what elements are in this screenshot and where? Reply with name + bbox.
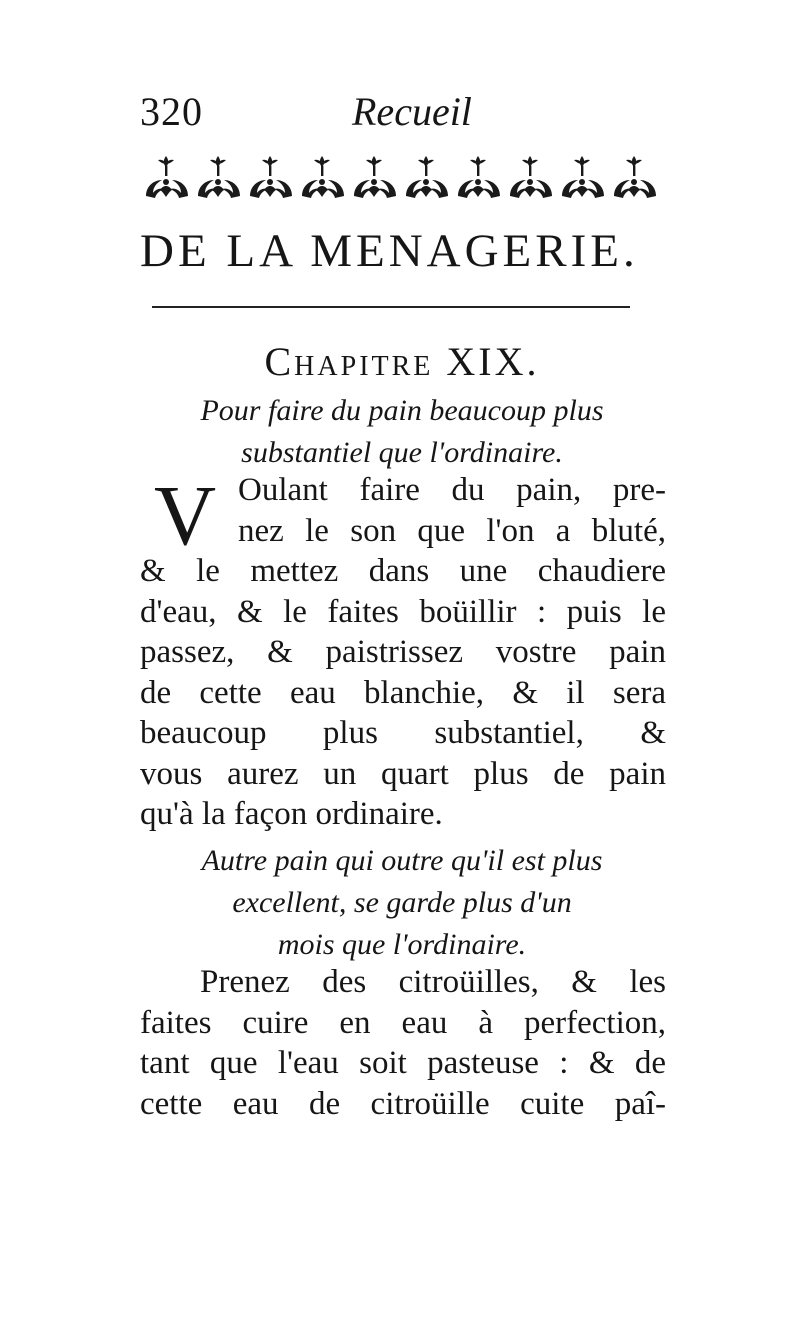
fleuron-icon [614, 156, 656, 198]
body-line: Prenez des citroüilles, & les [200, 964, 666, 1000]
divider-rule [152, 306, 630, 308]
body-line: Oulant faire du pain, pre- [238, 472, 666, 508]
chapter-label: Chapitre [264, 339, 434, 384]
body-line: & le mettez dans une chaudiere [140, 553, 666, 589]
body-line: d'eau, & le faites boüillir : puis le [140, 593, 666, 630]
body-line: vous aurez un quart plus de pain [140, 755, 666, 792]
chapter-heading [140, 338, 664, 385]
chapter-number: XIX. [446, 339, 540, 384]
fleuron-icon [406, 156, 448, 198]
body-line: faites cuire en eau à perfection, [140, 1004, 666, 1041]
body-line: nez le son que l'on a bluté, [238, 512, 666, 549]
fleuron-icon [458, 156, 500, 198]
drop-cap: V [154, 467, 217, 563]
body-line: qu'à la façon ordinaire. [140, 796, 443, 832]
floral-band-ornament-icon [140, 152, 664, 204]
recipe-body [140, 467, 666, 835]
fleuron-icon [302, 156, 344, 198]
recipe-title-line: Autre pain qui outre qu'il est plus [201, 844, 603, 877]
section-title: DE LA MENAGERIE. [140, 225, 639, 277]
running-head [140, 88, 660, 148]
fleuron-icon [146, 156, 188, 198]
body-line: de cette eau blanchie, & il sera [140, 674, 666, 711]
body-line: tant que l'eau soit pasteuse : & de [140, 1045, 666, 1081]
fleuron-icon [250, 156, 292, 198]
recipe-title-line: substantiel que l'ordinaire. [241, 436, 563, 469]
recipe-title-line: Pour faire du pain beaucoup plus [200, 394, 604, 427]
body-line: passez, & paistrissez vostre pain [140, 634, 666, 670]
fleuron-icon [510, 156, 552, 198]
running-title: Recueil [352, 89, 472, 134]
page-number: 320 [140, 89, 203, 134]
recipe-title [140, 840, 664, 966]
fleuron-icon [354, 156, 396, 198]
fleuron-icon [562, 156, 604, 198]
recipe-title-line: excellent, se garde plus d'un [232, 886, 572, 919]
fleuron-icon [198, 156, 240, 198]
recipe-title [140, 390, 664, 474]
recipe-title-line: mois que l'ordinaire. [277, 928, 527, 961]
body-line: beaucoup plus substantiel, & [140, 715, 666, 751]
recipe-body [140, 962, 666, 1124]
body-line: cette eau de citroüille cuite paî- [140, 1085, 666, 1122]
